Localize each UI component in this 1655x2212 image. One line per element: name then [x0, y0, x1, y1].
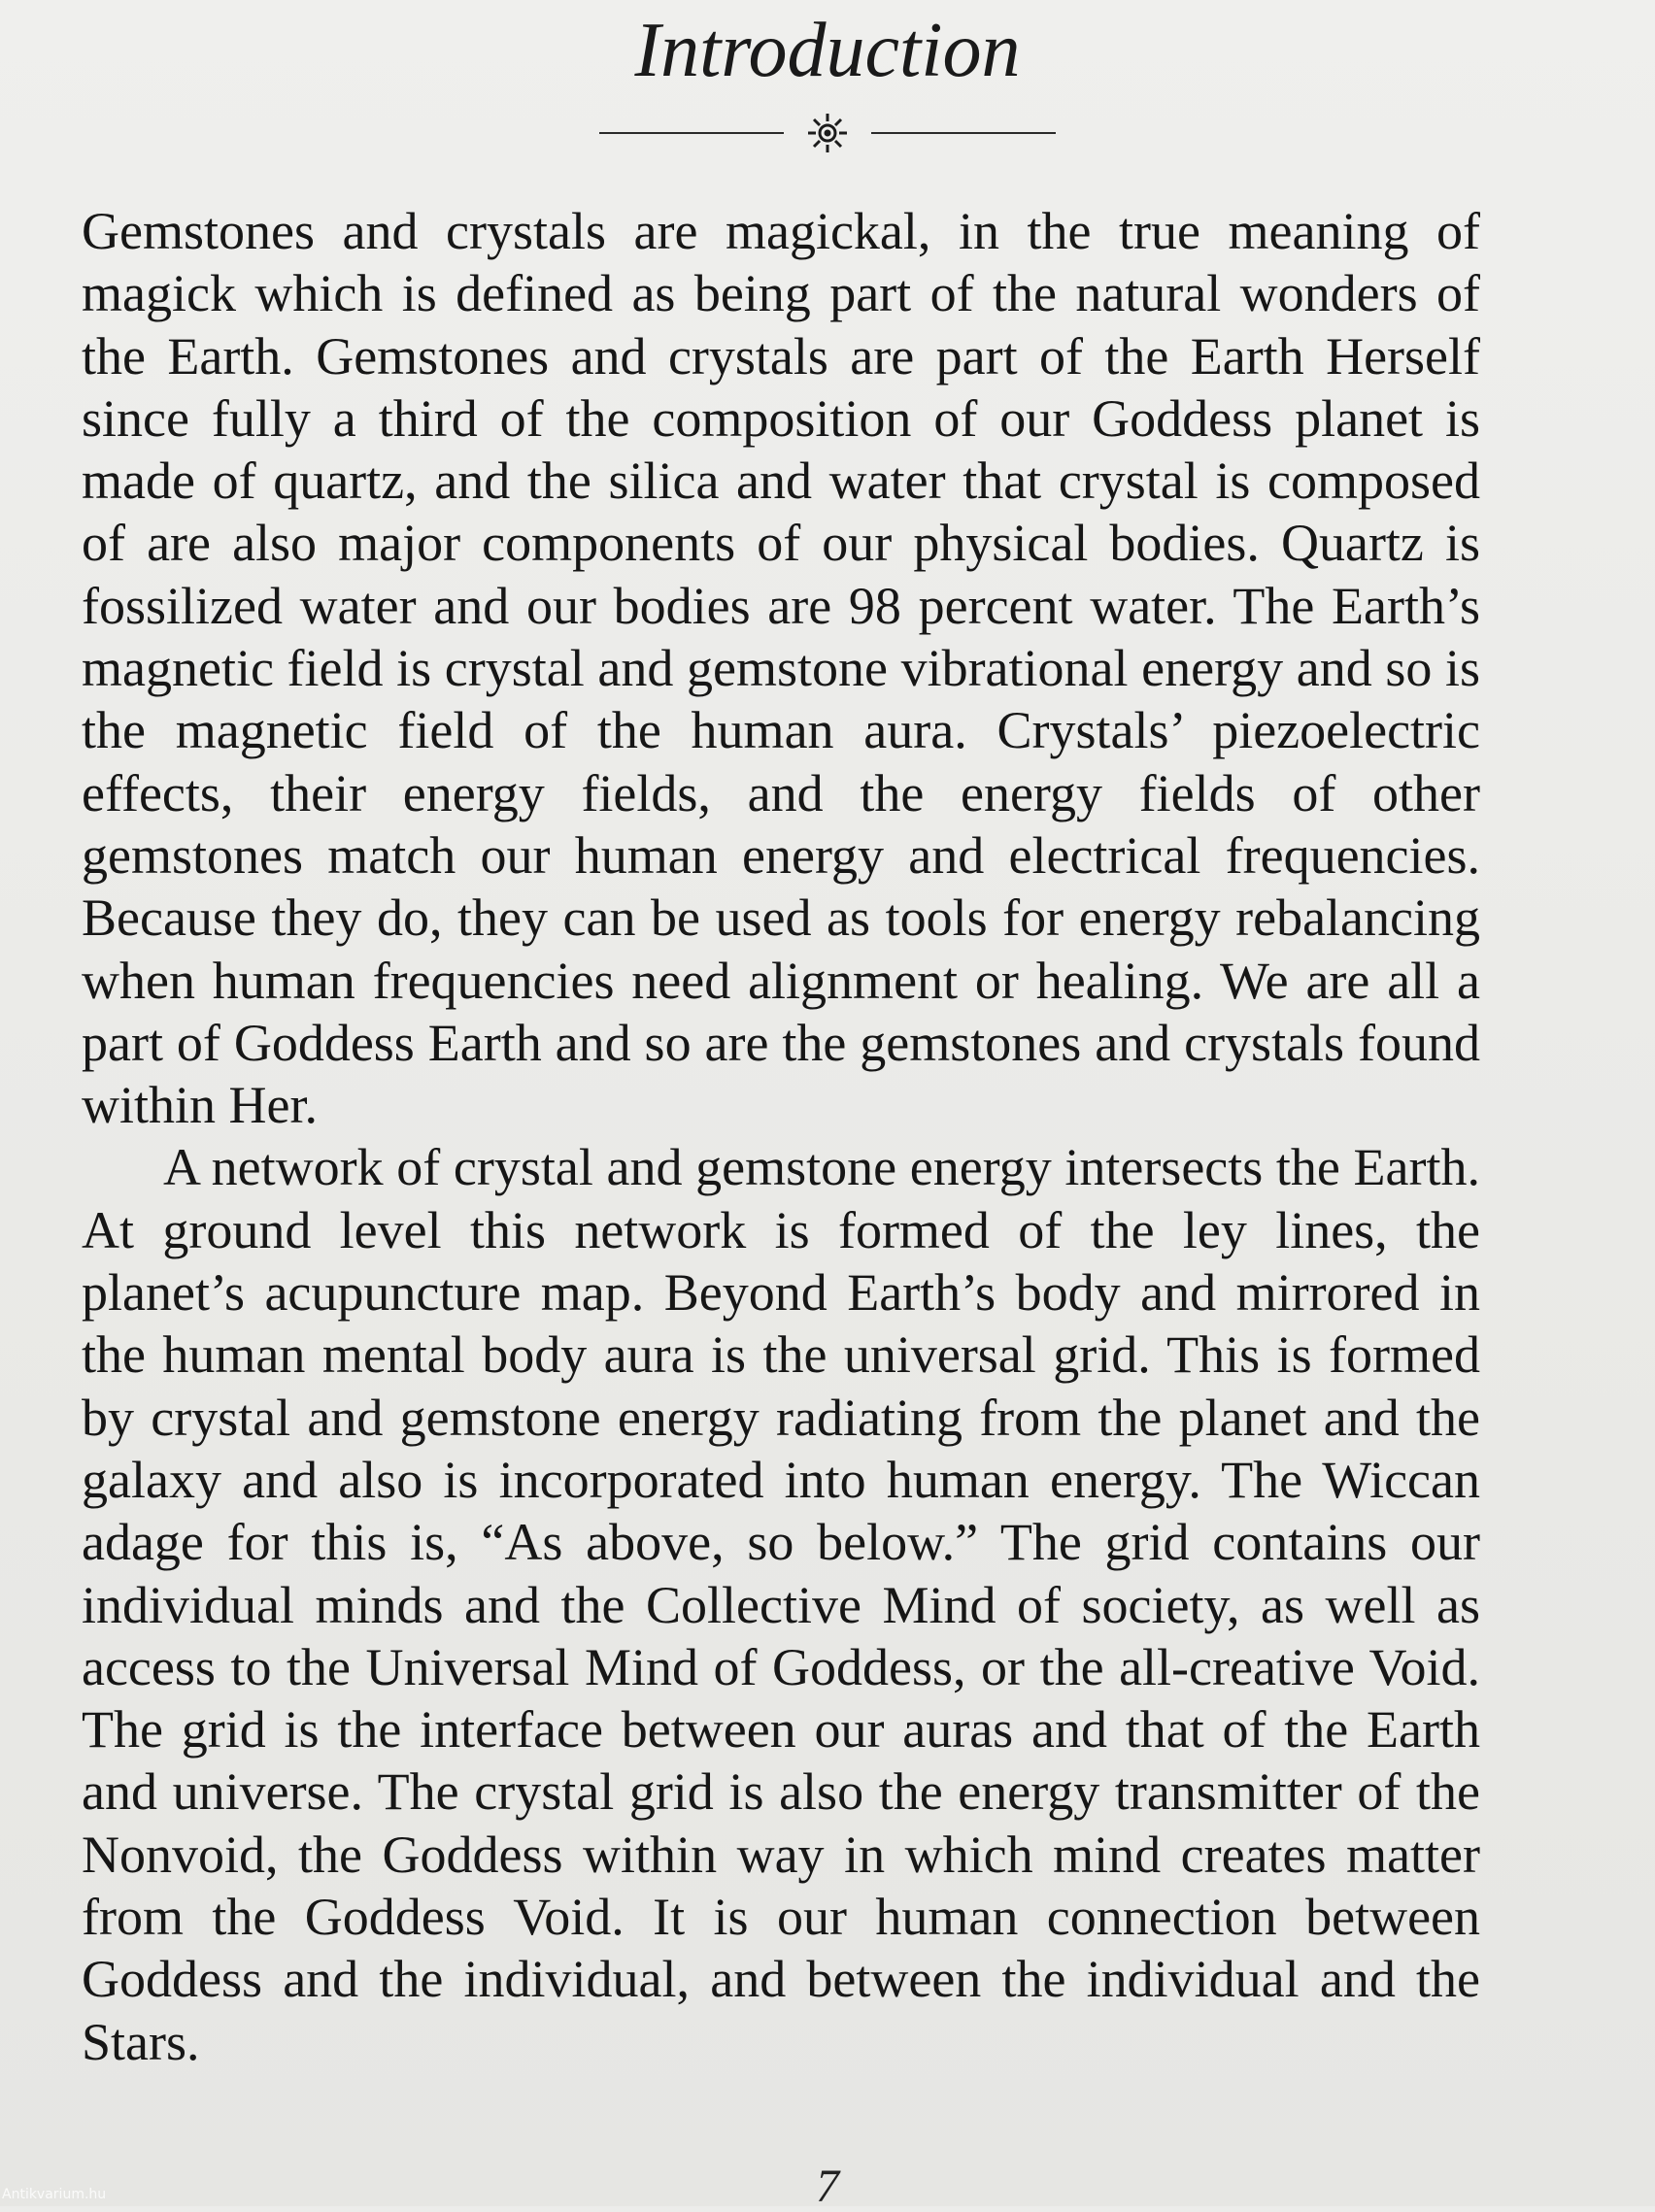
paragraph-2: A network of crystal and gemstone energy intersects the Earth. At ground level this network is formed of the ley lines, the planet’s acupuncture map. Beyond Earth’s body and mirrored in the human mental body aura is the universal grid. This is formed by crystal and gemstone energy radiating from the planet and the galaxy and also is incorporated into human energy. The Wiccan adage for this is, “As above, so below.” The grid contains our individual minds and the Collective Mind of society, as well as access to the Universal Mind of Goddess, or the all-creative Void. The grid is the interface between our auras and that of the Earth and universe. The crystal grid is also the energy transmitter of the Nonvoid, the Goddess within way in which mind creates matter from the Goddess Void. It is our human connection between Goddess and the individual, and between the individual and the Stars. — [82, 1138, 1480, 2071]
sun-star-icon — [805, 111, 850, 155]
paragraph-1: Gemstones and crystals are magickal, in the true meaning of magick which is defined as being part of the natural wonders of the Earth. Gemstones and crystals are part of the Earth Herself since fully a third of the composition of our Goddess planet is made of quartz, and the silica and water that crystal is composed of are also major components of our physical bodies. Quartz is fossilized water and our bodies are 98 percent water. The Earth’s magnetic field is crystal and gemstone vibrational energy and so is the magnetic field of the human aura. Crystals’ piezoelectric effects, their energy fields, and the energy fields of other gemstones match our human energy and electrical frequencies. Because they do, they can be used as tools for energy rebalancing when human frequencies need alignment or healing. We are all a part of Goddess Earth and so are the gemstones and crystals found within Her. — [82, 202, 1480, 1135]
chapter-title: Introduction — [634, 8, 1021, 93]
watermark: Antikvarium.hu — [2, 2187, 107, 2202]
ornament-rule-left — [599, 132, 784, 134]
title-ornament — [0, 109, 1655, 157]
page-number: 7 — [816, 2161, 839, 2212]
ornament-rule-right — [871, 132, 1056, 134]
body-text — [82, 200, 1480, 2073]
